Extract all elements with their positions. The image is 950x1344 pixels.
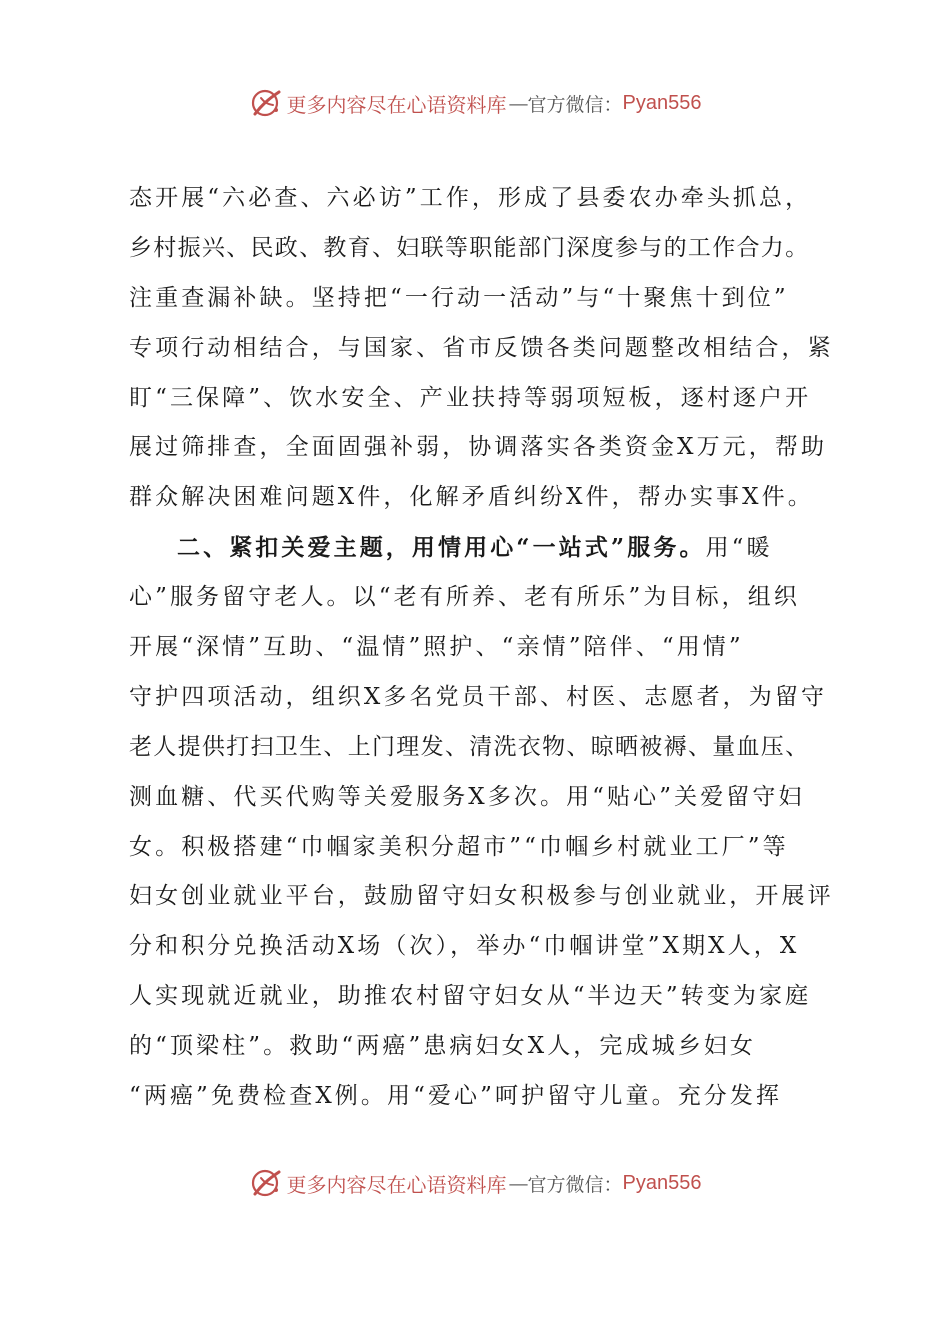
body-line: 态开展“六必查、六必访”工作，形成了县委农办牵头抓总， — [129, 185, 812, 211]
header-wechat-id: Pyan556 — [622, 91, 702, 114]
body-line: 妇女创业就业平台，鼓励留守妇女积极参与创业就业，开展评 — [129, 883, 834, 910]
header-separator: — — [508, 91, 526, 115]
header-wechat-label: 官方微信： — [527, 93, 623, 116]
header-banner — [0, 83, 950, 123]
body-line: 注重查漏补缺。坚持把“一行动一活动”与“十聚焦十到位” — [129, 284, 789, 311]
body-line: 老人提供打扫卫生、上门理发、清洗衣物、晾晒被褥、量血压、 — [129, 733, 810, 760]
body-line: 心”服务留守老人。以“老有所养、老有所乐”为目标，组织 — [129, 584, 800, 611]
footer-separator: — — [508, 1171, 526, 1195]
body-line: 测血糖、代买代购等关爱服务X多次。用“贴心”关爱留守妇 — [129, 783, 805, 810]
body-line: 守护四项活动，组织X多名党员干部、村医、志愿者，为留守 — [129, 683, 828, 710]
footer-site-text: 更多内容尽在心语资料库 — [286, 1172, 507, 1197]
body-line: 开展“深情”互助、“温情”照护、“亲情”陪伴、“用情” — [129, 634, 744, 661]
body-line: 人实现就近就业，助推农村留守妇女从“半边天”转变为家庭 — [129, 983, 812, 1010]
body-line: 分和积分兑换活动X场（次），举办“巾帼讲堂”X期X人，X — [129, 933, 800, 960]
body-line: 盯“三保障”、饮水安全、产业扶持等弱项短板，逐村逐户开 — [129, 384, 812, 411]
section-heading: 二、紧扣关爱主题，用情用心“一站式”服务。 — [177, 534, 706, 562]
footer-banner — [0, 1163, 950, 1203]
footer-wechat-id: Pyan556 — [622, 1171, 702, 1194]
brush-logo-icon — [249, 86, 283, 120]
body-line: 专项行动相结合，与国家、省市反馈各类问题整改相结合，紧 — [129, 334, 834, 361]
body-line: 展过筛排查，全面固强补弱，协调落实各类资金X万元，帮助 — [129, 434, 828, 461]
body-line: 的“顶梁柱”。救助“两癌”患病妇女X人，完成城乡妇女 — [129, 1033, 757, 1060]
header-site-text: 更多内容尽在心语资料库 — [286, 92, 507, 117]
body-line: “两癌”免费检查X例。用“爱心”呵护留守儿童。充分发挥 — [129, 1083, 783, 1110]
footer-wechat-label: 官方微信： — [527, 1173, 623, 1196]
document-body — [129, 174, 849, 1122]
body-line: 乡村振兴、民政、教育、妇联等职能部门深度参与的工作合力。 — [129, 234, 810, 261]
body-line: 女。积极搭建“巾帼家美积分超市”“巾帼乡村就业工厂”等 — [129, 833, 789, 860]
section-heading-tail: 用“暖 — [705, 535, 773, 562]
brush-logo-icon — [249, 1166, 283, 1200]
body-line: 群众解决困难问题X件，化解矛盾纠纷X件，帮办实事X件。 — [129, 484, 814, 511]
section-heading-line — [129, 523, 849, 573]
